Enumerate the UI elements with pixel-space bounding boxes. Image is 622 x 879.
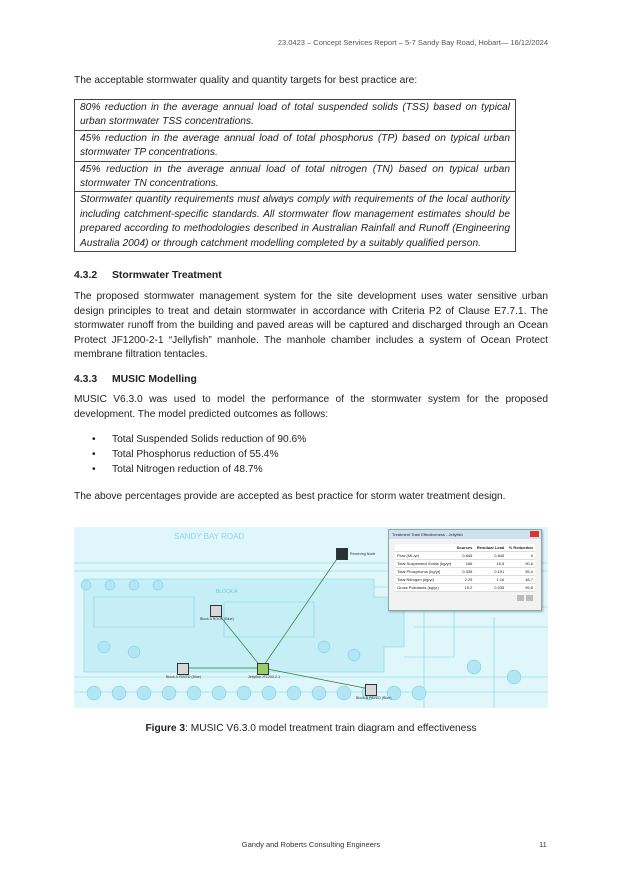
page-number: 11 — [539, 840, 547, 849]
section-number: 4.3.3 — [74, 374, 98, 385]
table-row — [395, 576, 535, 584]
table-cell: Total Phosphorus (kg/yr) — [395, 568, 454, 576]
table-cell: 48.7 — [506, 576, 535, 584]
table-cell: 166 — [454, 560, 474, 568]
table-cell: Total Nitrogen (kg/yr) — [395, 576, 454, 584]
treatment-paragraph: The proposed stormwater management system for the site development uses water sensitive urban design principles to treat and detain stormwater in accordance with Criteria P2 of Clause E7.7.1. The stormwater runoff from the building and paved areas will be captured and discharged through an Ocean Protect JF1200-2-1 “Jellyfish” manhole. The manhole chamber includes a system of Ocean Protect membrane filtration tentacles. — [74, 291, 548, 361]
figure-caption — [0, 723, 622, 734]
table-cell: 90.6 — [506, 560, 535, 568]
receiving-node — [336, 548, 348, 560]
column-header: Residual Load — [474, 544, 506, 552]
list-item: • Total Phosphorus reduction of 55.4% — [92, 448, 306, 463]
node-label: Receiving Node — [350, 552, 376, 556]
window-title: Treatment Train Effectiveness - Jellyfish — [389, 530, 541, 539]
column-header: % Reduction — [506, 544, 535, 552]
targets-table — [74, 99, 516, 252]
table-cell: 0.845 — [454, 552, 474, 560]
table-cell: 1.16 — [474, 576, 506, 584]
table-cell: Total Suspended Solids (kg/yr) — [395, 560, 454, 568]
block-b-paved-node — [365, 684, 377, 696]
node-label: Block A ROOF (Blue) — [200, 617, 234, 621]
list-item: • Total Nitrogen reduction of 48.7% — [92, 463, 306, 478]
node-label: Block A PAVED (Blue) — [166, 675, 202, 679]
target-tss: 80% reduction in the average annual load of total suspended solids (TSS) based on typical urban stormwater TSS concentrations. — [80, 102, 510, 128]
list-item: • Total Suspended Solids reduction of 90.6% — [92, 433, 306, 448]
caption-label: Figure 3 — [145, 723, 186, 734]
table-cell: 99.8 — [506, 584, 535, 592]
block-label: BLOCK A — [216, 589, 238, 595]
table-row — [395, 568, 535, 576]
node-label: Block B PAVED (Blue) — [356, 696, 392, 700]
closing-paragraph: The above percentages provide are accepted as best practice for storm water treatment design. — [74, 491, 506, 502]
table-cell: 19.2 — [454, 584, 474, 592]
results-list — [92, 433, 306, 477]
road-label: SANDY BAY ROAD — [174, 532, 245, 541]
table-cell: 0.845 — [474, 552, 506, 560]
table-cell: 0.035 — [474, 584, 506, 592]
effectiveness-window — [388, 529, 542, 611]
table-cell: 15.5 — [474, 560, 506, 568]
target-tp: 45% reduction in the average annual load of total phosphorus (TP) based on typical urban stormwater TP concentrations. — [75, 130, 515, 161]
table-row — [395, 552, 535, 560]
caption-text: : MUSIC V6.3.0 model treatment train diagram and effectiveness — [185, 723, 477, 734]
table-row — [395, 560, 535, 568]
effectiveness-table — [395, 544, 535, 592]
table-cell: 0 — [506, 552, 535, 560]
table-cell: 0.151 — [474, 568, 506, 576]
block-a-roof-node — [210, 605, 222, 617]
section-title: Stormwater Treatment — [112, 270, 222, 281]
table-cell: 2.25 — [454, 576, 474, 584]
page-header: 23.0423 – Concept Services Report – 5-7 Sandy Bay Road, Hobart— 16/12/2024 — [277, 38, 548, 47]
block-a-paved-node — [177, 663, 189, 675]
section-title: MUSIC Modelling — [112, 374, 197, 385]
table-row — [395, 584, 535, 592]
target-tn: 45% reduction in the average annual load of total nitrogen (TN) based on typical urban stormwater TN concentrations. — [75, 161, 515, 192]
close-icon[interactable] — [530, 531, 539, 537]
settings-icon[interactable] — [526, 595, 533, 601]
target-quantity: Stormwater quantity requirements must always comply with requirements of the local authority including catchment-specific standards. All stormwater flow management estimates should be prepared according to methodologies described in Australian Rainfall and Runoff (Engineering Australia 2004) or through catchment modelling completed by a suitably qualified person. — [75, 191, 515, 251]
column-header — [395, 544, 454, 552]
table-cell: 0.338 — [454, 568, 474, 576]
section-heading-music — [74, 374, 197, 385]
window-buttons — [515, 588, 533, 606]
table-cell: Flow (ML/yr) — [395, 552, 454, 560]
node-label: Jellyfish JF1200-2-1 — [248, 675, 281, 679]
page-footer: Gandy and Roberts Consulting Engineers — [241, 840, 381, 849]
jellyfish-node — [257, 663, 269, 675]
column-header: Sources — [454, 544, 474, 552]
intro-paragraph: The acceptable stormwater quality and quantity targets for best practice are: — [74, 75, 418, 86]
copy-icon[interactable] — [517, 595, 524, 601]
table-cell: Gross Pollutants (kg/yr) — [395, 584, 454, 592]
table-cell: 55.4 — [506, 568, 535, 576]
section-number: 4.3.2 — [74, 270, 98, 281]
section-heading-treatment — [74, 270, 222, 281]
music-paragraph: MUSIC V6.3.0 was used to model the performance of the stormwater system for the proposed development. The model predicted outcomes as follows: — [74, 394, 548, 420]
